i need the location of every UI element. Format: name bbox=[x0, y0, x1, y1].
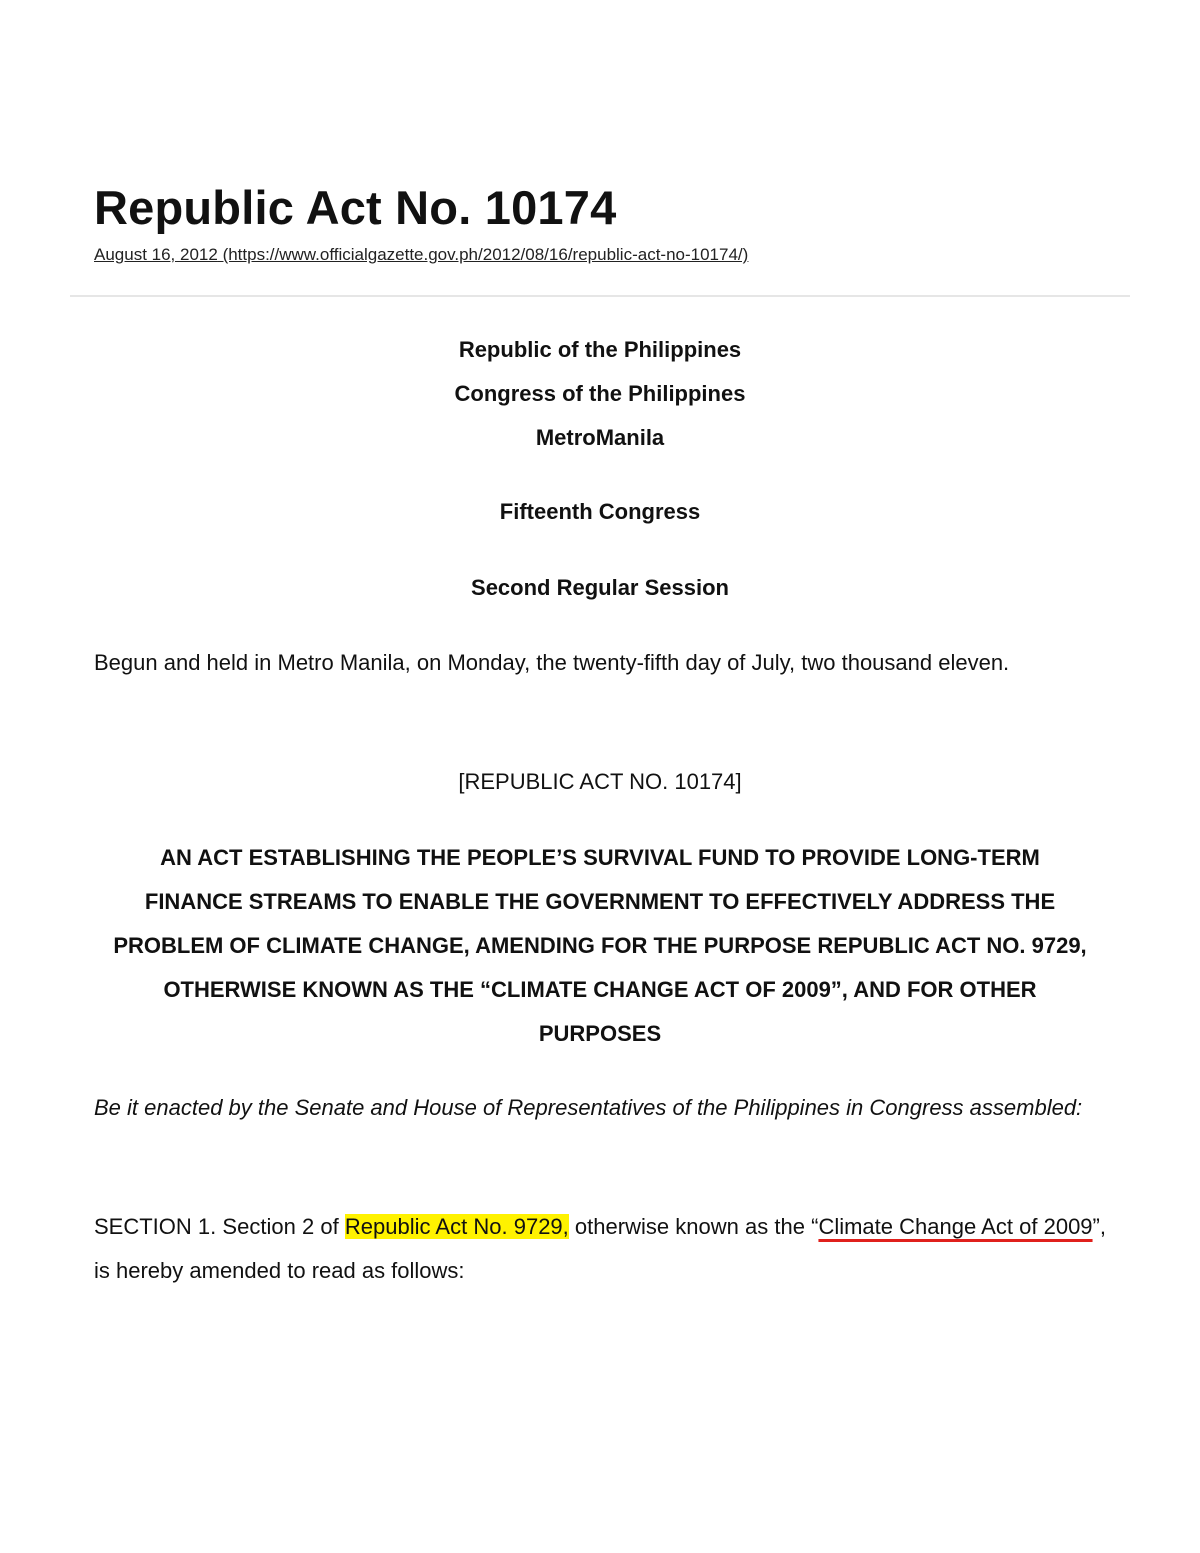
act-number: [REPUBLIC ACT NO. 10174] bbox=[458, 769, 742, 794]
header-block bbox=[94, 328, 1106, 460]
spellcheck-flagged-text: Climate Change Act of 2009 bbox=[818, 1214, 1093, 1239]
header-line: MetroManila bbox=[535, 425, 665, 450]
page-title: Republic Act No. 10174 bbox=[94, 181, 617, 234]
highlighted-reference: Republic Act No. 9729, bbox=[344, 1214, 569, 1239]
section-1-prefix: SECTION 1. Section 2 of bbox=[94, 1214, 345, 1239]
act-title: AN ACT ESTABLISHING THE PEOPLE’S SURVIVAL FUND TO PROVIDE LONG-TERM FINANCE STREAMS TO ENABLE THE GOVERNMENT TO EFFECTIVELY ADDRESS THE PROBLEM OF CLIMATE CHANGE, AMENDING FOR THE PURPOSE REPUBLIC ACT NO. 9729, OTHERWISE KNOWN AS THE “CLIMATE CHANGE ACT OF 2009”, AND FOR OTHER PURPOSES bbox=[113, 845, 1087, 1046]
date-link[interactable]: August 16, 2012 bbox=[94, 245, 218, 264]
source-url-link[interactable]: (https://www.officialgazette.gov.ph/2012/08/16/republic-act-no-10174/) bbox=[222, 245, 749, 264]
header-line: Republic of the Philippines bbox=[458, 337, 742, 362]
congress-heading: Fifteenth Congress bbox=[499, 499, 701, 524]
section-1-suffix: ”, is hereby amended to read as follows: bbox=[94, 1214, 1106, 1283]
section-1-middle: otherwise known as the “ bbox=[568, 1214, 819, 1239]
header-line: Congress of the Philippines bbox=[454, 381, 746, 406]
enacting-clause: Be it enacted by the Senate and House of Representatives of the Philippines in Congress assembled: bbox=[94, 1095, 1083, 1120]
divider bbox=[70, 295, 1130, 297]
begun-paragraph: Begun and held in Metro Manila, on Monday, the twenty-fifth day of July, two thousand eleven. bbox=[94, 650, 1010, 675]
section-1-paragraph bbox=[94, 1205, 1106, 1293]
session-heading: Second Regular Session bbox=[471, 575, 729, 600]
source-line[interactable] bbox=[94, 243, 748, 267]
